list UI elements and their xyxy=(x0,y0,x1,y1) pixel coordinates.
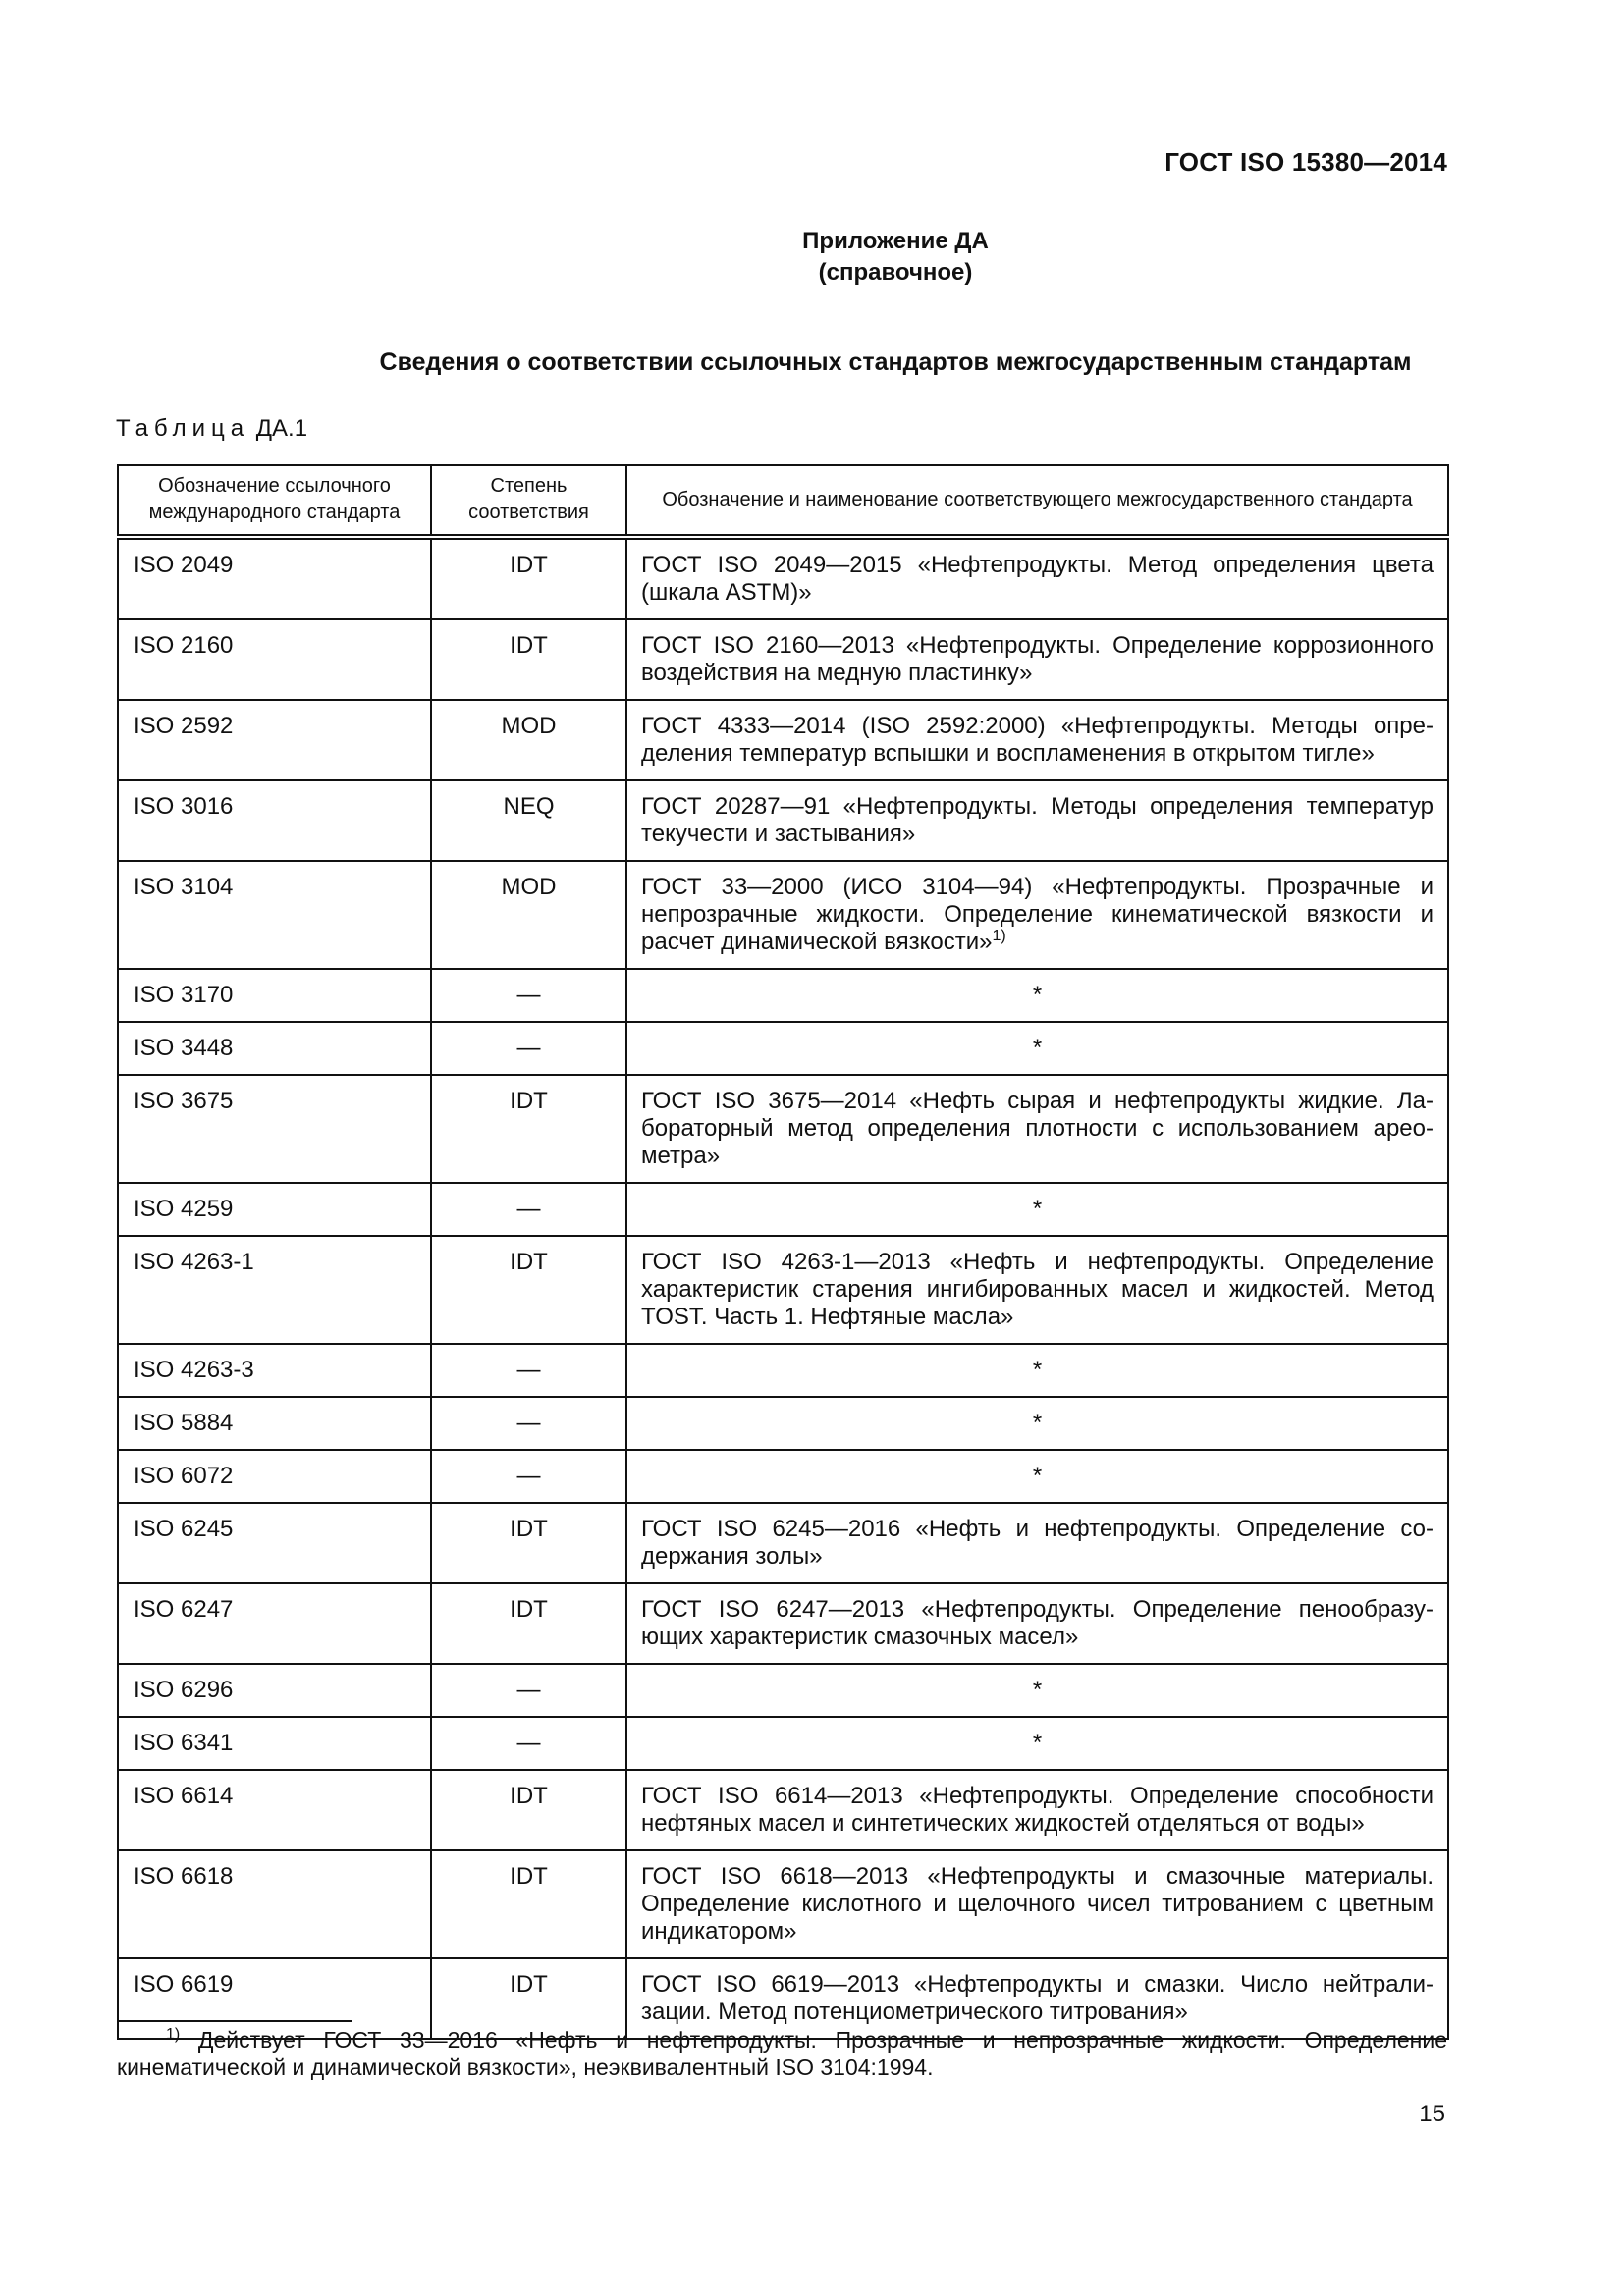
cell-degree: — xyxy=(431,1183,626,1236)
column-header-international-standard: Обозначение ссылочного международного стандарта xyxy=(118,465,431,537)
table-row xyxy=(118,1664,1448,1717)
cell-international-standard: ISO 6072 xyxy=(118,1450,431,1503)
table-row xyxy=(118,537,1448,619)
table-row xyxy=(118,780,1448,861)
cell-interstate-standard xyxy=(626,1397,1448,1450)
footnote xyxy=(117,2026,1447,2081)
table-caption xyxy=(116,415,307,443)
cell-degree: IDT xyxy=(431,1503,626,1583)
cell-international-standard: ISO 2592 xyxy=(118,700,431,780)
cell-interstate-standard-text: ГОСТ 33—2000 (ИСО 3104—94) «Нефтепродукты. Прозрачные и непрозрачные жидкости. Определение кинематической вязкости и расчет динамической вязкости» xyxy=(641,874,1434,955)
cell-international-standard: ISO 4259 xyxy=(118,1183,431,1236)
cell-international-standard: ISO 3104 xyxy=(118,861,431,969)
cell-degree: IDT xyxy=(431,619,626,700)
table-row xyxy=(118,1770,1448,1850)
cell-degree: NEQ xyxy=(431,780,626,861)
cell-international-standard: ISO 6614 xyxy=(118,1770,431,1850)
cell-interstate-standard-text: ГОСТ ISO 2049—2015 «Нефтепродукты. Метод определения цвета (шкала ASTM)» xyxy=(641,552,1434,606)
cell-interstate-standard xyxy=(626,700,1448,780)
table-row xyxy=(118,1503,1448,1583)
cell-degree: IDT xyxy=(431,1850,626,1958)
cell-interstate-standard xyxy=(626,1450,1448,1503)
cell-degree: — xyxy=(431,1717,626,1770)
table-row xyxy=(118,1075,1448,1183)
cell-international-standard: ISO 6618 xyxy=(118,1850,431,1958)
cell-interstate-standard-text: * xyxy=(1032,1463,1043,1489)
table-body xyxy=(118,537,1448,2039)
cell-international-standard: ISO 3448 xyxy=(118,1022,431,1075)
cell-interstate-standard-text: * xyxy=(1032,1357,1043,1383)
cell-degree: IDT xyxy=(431,537,626,619)
table-caption-prefix: Таблица xyxy=(116,415,250,442)
section-title-text: Сведения о соответствии ссылочных стандартов межгосударственным стандартам xyxy=(379,348,1412,376)
cell-degree: MOD xyxy=(431,700,626,780)
cell-interstate-standard xyxy=(626,537,1448,619)
footnote-text: Действует ГОСТ 33—2016 «Нефть и нефтепродукты. Прозрачные и непрозрачные жидкости. Определение кинематической и динамической вязкости», неэквивалентный ISO 3104:1994. xyxy=(117,2027,1448,2080)
cell-interstate-standard-text: ГОСТ ISO 3675—2014 «Нефть сырая и нефтепродукты жидкие. Лабораторный метод определения плотности с использованием ареометра» xyxy=(641,1088,1434,1169)
table-row xyxy=(118,1397,1448,1450)
cell-interstate-standard xyxy=(626,780,1448,861)
cell-interstate-standard xyxy=(626,1344,1448,1397)
table-caption-id: ДА.1 xyxy=(255,415,308,442)
cell-international-standard: ISO 3170 xyxy=(118,969,431,1022)
cell-international-standard: ISO 5884 xyxy=(118,1397,431,1450)
cell-interstate-standard xyxy=(626,1183,1448,1236)
table-row xyxy=(118,1236,1448,1344)
cell-interstate-standard-text: ГОСТ 4333—2014 (ISO 2592:2000) «Нефтепродукты. Методы определения температур вспышки и воспламенения в открытом тигле» xyxy=(641,713,1434,767)
cell-degree: — xyxy=(431,1397,626,1450)
column-header-degree: Степень соответствия xyxy=(431,465,626,537)
cell-interstate-standard-text: * xyxy=(1032,1410,1043,1436)
table-row xyxy=(118,619,1448,700)
cell-degree: — xyxy=(431,1664,626,1717)
table-row xyxy=(118,1183,1448,1236)
cell-international-standard: ISO 4263-1 xyxy=(118,1236,431,1344)
cell-degree: IDT xyxy=(431,1583,626,1664)
cell-international-standard: ISO 6296 xyxy=(118,1664,431,1717)
table-row xyxy=(118,1450,1448,1503)
standards-correspondence-table xyxy=(117,464,1449,2040)
table-row xyxy=(118,1344,1448,1397)
cell-interstate-standard xyxy=(626,1075,1448,1183)
footnote-separator xyxy=(117,2020,352,2022)
cell-interstate-standard-text: ГОСТ ISO 6619—2013 «Нефтепродукты и смазки. Число нейтрализации. Метод потенциометрического титрования» xyxy=(641,1971,1434,2025)
cell-international-standard: ISO 3675 xyxy=(118,1075,431,1183)
cell-degree: IDT xyxy=(431,1958,626,2039)
table-row xyxy=(118,1850,1448,1958)
table-row xyxy=(118,700,1448,780)
cell-degree: IDT xyxy=(431,1075,626,1183)
cell-degree: MOD xyxy=(431,861,626,969)
cell-interstate-standard-text: ГОСТ ISO 6247—2013 «Нефтепродукты. Определение пенообразующих характеристик смазочных масел» xyxy=(641,1596,1434,1650)
table-row xyxy=(118,1717,1448,1770)
cell-interstate-standard-text: * xyxy=(1032,1196,1043,1222)
cell-international-standard: ISO 2049 xyxy=(118,537,431,619)
cell-interstate-standard-text: * xyxy=(1032,982,1043,1008)
cell-international-standard: ISO 6247 xyxy=(118,1583,431,1664)
cell-degree: IDT xyxy=(431,1770,626,1850)
cell-interstate-standard xyxy=(626,1236,1448,1344)
appendix-heading xyxy=(0,226,1624,289)
table-row xyxy=(118,969,1448,1022)
table-header-row xyxy=(118,465,1448,537)
table-row xyxy=(118,1022,1448,1075)
cell-interstate-standard xyxy=(626,1717,1448,1770)
cell-interstate-standard xyxy=(626,619,1448,700)
cell-international-standard: ISO 6245 xyxy=(118,1503,431,1583)
cell-interstate-standard-text: ГОСТ ISO 6618—2013 «Нефтепродукты и смазочные материалы. Определение кислотного и щелочного чисел титрованием с цветным индикатором» xyxy=(641,1863,1434,1945)
cell-interstate-standard-text: ГОСТ ISO 6614—2013 «Нефтепродукты. Определение способности нефтяных масел и синтетических жидкостей отделяться от воды» xyxy=(641,1783,1434,1837)
page-number: 15 xyxy=(1419,2101,1445,2127)
section-title xyxy=(0,348,1624,377)
cell-degree: — xyxy=(431,1022,626,1075)
cell-international-standard: ISO 6619 xyxy=(118,1958,431,2039)
cell-international-standard: ISO 2160 xyxy=(118,619,431,700)
table-row xyxy=(118,861,1448,969)
cell-interstate-standard-text: * xyxy=(1032,1677,1043,1703)
cell-degree: — xyxy=(431,1450,626,1503)
cell-interstate-standard xyxy=(626,1503,1448,1583)
cell-interstate-standard-text: ГОСТ ISO 6245—2016 «Нефть и нефтепродукты. Определение содержания золы» xyxy=(641,1516,1434,1570)
cell-interstate-standard-text: ГОСТ 20287—91 «Нефтепродукты. Методы определения температур текучести и застывания» xyxy=(641,793,1434,847)
cell-interstate-standard-text: ГОСТ ISO 4263-1—2013 «Нефть и нефтепродукты. Определение характеристик старения ингибированных масел и жидкостей. Метод TOST. Часть 1. Нефтяные масла» xyxy=(641,1249,1434,1330)
appendix-subtitle: (справочное) xyxy=(818,259,973,286)
cell-interstate-standard xyxy=(626,1583,1448,1664)
appendix-title: Приложение ДА xyxy=(802,228,989,254)
cell-interstate-standard xyxy=(626,861,1448,969)
cell-interstate-standard-text: * xyxy=(1032,1035,1043,1061)
footnote-marker: 1) xyxy=(166,2026,181,2043)
cell-international-standard: ISO 3016 xyxy=(118,780,431,861)
footnote-reference: 1) xyxy=(992,928,1006,944)
cell-interstate-standard xyxy=(626,1664,1448,1717)
cell-interstate-standard-text: * xyxy=(1032,1730,1043,1756)
cell-interstate-standard-text: ГОСТ ISO 2160—2013 «Нефтепродукты. Определение коррозионного воздействия на медную пластинку» xyxy=(641,632,1434,686)
cell-international-standard: ISO 4263-3 xyxy=(118,1344,431,1397)
cell-degree: IDT xyxy=(431,1236,626,1344)
cell-interstate-standard xyxy=(626,1770,1448,1850)
cell-degree: — xyxy=(431,1344,626,1397)
cell-international-standard: ISO 6341 xyxy=(118,1717,431,1770)
cell-interstate-standard xyxy=(626,969,1448,1022)
column-header-interstate-standard: Обозначение и наименование соответствующего межгосударственного стандарта xyxy=(626,465,1448,537)
cell-interstate-standard xyxy=(626,1850,1448,1958)
cell-degree: — xyxy=(431,969,626,1022)
document-code: ГОСТ ISO 15380—2014 xyxy=(1164,147,1447,177)
table-row xyxy=(118,1583,1448,1664)
cell-interstate-standard xyxy=(626,1022,1448,1075)
